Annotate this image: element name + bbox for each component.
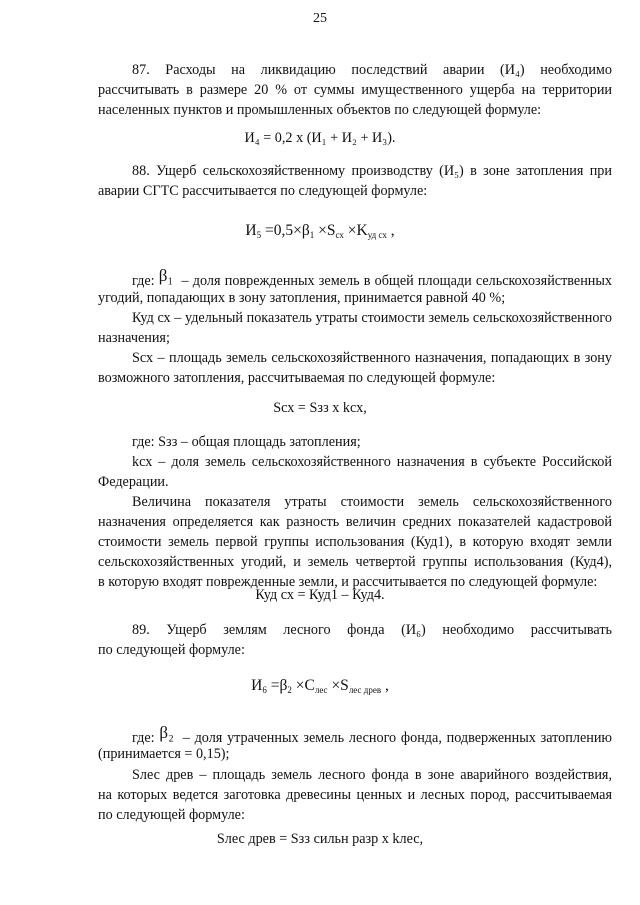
formula-kud: Куд сх = Куд1 – Куд4.: [255, 587, 385, 603]
page-number: 25: [313, 11, 327, 26]
value-line1: Величина показателя утраты стоимости земель сельскохозяйственного: [132, 494, 612, 510]
f89-mid3: ×S: [327, 677, 349, 694]
where2-k-line1: kсх – доля земель сельскохозяйственного назначения в субъекте Российской: [132, 454, 612, 470]
where1-line2: угодий, попадающих в зону затопления, принимается равной 40 %;: [98, 290, 506, 306]
where2-k-line2: Федерации.: [98, 474, 169, 490]
f89-mid1-sub: 2: [287, 685, 292, 695]
p88-line2: аварии СГТС рассчитывается по следующей формуле:: [98, 183, 428, 199]
p89-line1: 89. Ущерб землям лесного фонда (И₆) необходимо рассчитывать: [132, 622, 612, 638]
f88-mid1: =0,5×β: [261, 222, 310, 239]
beta2-symbol: β₂: [159, 723, 174, 742]
p88-line1: 88. Ущерб сельскохозяйственному производству (И₅) в зоне затопления при: [132, 163, 612, 179]
f89-end: ,: [381, 677, 389, 694]
where1-k-line1: Куд сх – удельный показатель утраты стоимости земель сельскохозяйственного: [132, 310, 612, 326]
where3-s-line1: Sлес древ – площадь земель лесного фонда в зоне аварийного воздействия,: [132, 767, 612, 783]
where3-label: где:: [132, 730, 155, 746]
value-line5: в которую входят поврежденные земли, и рассчитывается по следующей формуле:: [98, 574, 598, 590]
f88-mid2-sub: сх: [335, 230, 344, 240]
where2-s-line: где: Sзз – общая площадь затопления;: [132, 434, 361, 450]
value-line2: назначения определяется как разность величин средних показателей кадастровой: [98, 514, 612, 530]
formula-88: [0, 221, 640, 241]
f89-mid2-sub: лес: [314, 685, 328, 695]
where1-label: где:: [132, 273, 155, 289]
p87-line2: рассчитывать в размере 20 % от суммы имущественного ущерба на территории: [98, 82, 612, 98]
where1-s-line1: Sсх – площадь земель сельскохозяйственного назначения, попадающих в зону: [132, 350, 612, 366]
where3-line2: (принимается = 0,15);: [98, 746, 230, 762]
f88-lhs: И: [245, 222, 257, 239]
where1-k-line2: назначения;: [98, 330, 170, 346]
f89-mid2: ×C: [291, 677, 315, 694]
formula-89: [0, 676, 640, 696]
beta1-symbol: β₁: [158, 266, 174, 285]
value-line4: сельскохозяйственных угодий, и земель четвертой группы использования (Куд4),: [98, 554, 612, 570]
p89-line2: по следующей формуле:: [98, 642, 245, 658]
f88-lhs-sub: 5: [256, 230, 262, 240]
where3-s-line2: на которых ведется заготовка древесины ценных и лесных пород, рассчитываемая: [98, 787, 612, 803]
f88-mid1-sub: 1: [309, 230, 315, 240]
f88-end: ,: [386, 222, 395, 239]
formula-87: И₄ = 0,2 х (И₁ + И₂ + И₃).: [244, 130, 396, 146]
f88-mid3: ×K: [343, 222, 368, 239]
f89-lhs-sub: 6: [262, 685, 267, 695]
f88-mid2: ×S: [314, 222, 336, 239]
value-line3: стоимости земель первой группы использования (Куд1), в которую входят земли: [98, 534, 612, 550]
f89-lhs: И: [251, 677, 263, 694]
f89-mid3-sub: лес древ: [348, 685, 382, 695]
p87-line3: населенных пунктов и промышленных объектов по следующей формуле:: [98, 102, 542, 118]
where3-text1: – доля утраченных земель лесного фонда, подверженных затоплению: [182, 730, 613, 746]
where1-s-line2: возможного затопления, рассчитываемая по следующей формуле:: [98, 370, 496, 386]
formula-sles: Sлес древ = Sзз сильн разр х kлес,: [216, 831, 424, 847]
formula-scx: Sсх = Sзз х kсх,: [273, 400, 367, 416]
f89-mid1: =β: [266, 677, 288, 694]
where1-text1: – доля поврежденных земель в общей площади сельскохозяйственных: [181, 273, 613, 289]
where3-s-line3: по следующей формуле:: [98, 807, 245, 823]
f88-mid3-sub: уд сх: [367, 230, 387, 240]
p87-line1: 87. Расходы на ликвидацию последствий аварии (И₄) необходимо: [132, 62, 612, 78]
